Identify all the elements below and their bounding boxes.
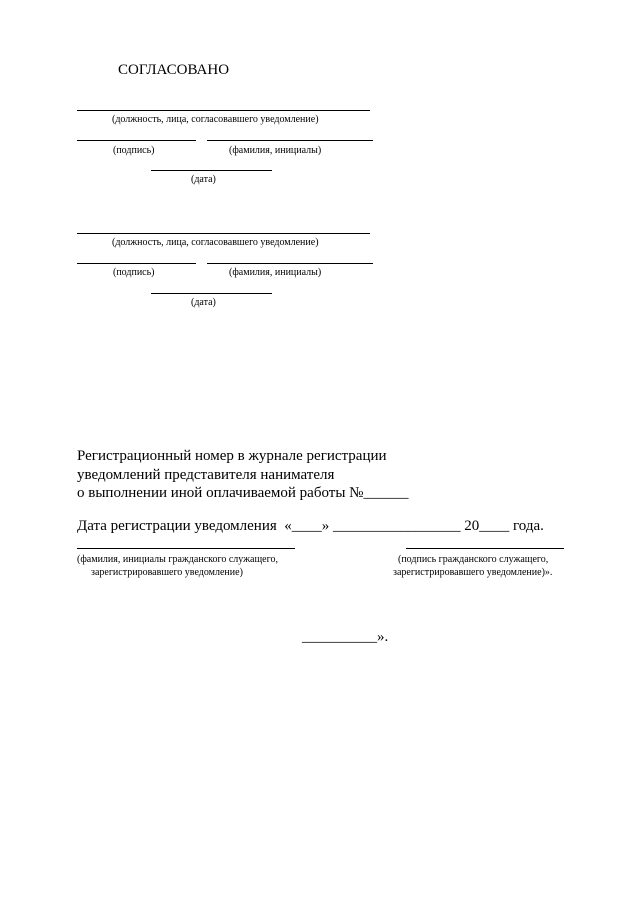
position-line [77,110,370,111]
registration-line-2: уведомлений представителя нанимателя [77,467,335,483]
position-line [77,233,370,234]
date-line [151,170,272,171]
name-caption: (фамилия, инициалы) [229,267,322,278]
signature-caption: (подпись) [113,145,155,156]
closing-mark: __________». [302,629,389,645]
official-name-line [77,548,295,549]
date-caption: (дата) [191,297,216,308]
date-line [151,293,272,294]
official-name-caption-1: (фамилия, инициалы гражданского служащего, [77,554,278,565]
name-line [207,140,373,141]
official-signature-line [406,548,564,549]
official-signature-caption-2: зарегистрировавшего уведомление)». [393,567,553,578]
name-line [207,263,373,264]
signature-caption: (подпись) [113,267,155,278]
name-caption: (фамилия, инициалы) [229,145,322,156]
official-name-caption-2: зарегистрировавшего уведомление) [91,567,243,578]
registration-line-3: о выполнении иной оплачиваемой работы №______ [77,485,409,501]
signature-line [77,140,196,141]
approved-heading: СОГЛАСОВАНО [118,62,230,78]
date-caption: (дата) [191,174,216,185]
official-signature-caption-1: (подпись гражданского служащего, [398,554,549,565]
registration-date-line: Дата регистрации уведомления «____» _________________ 20____ года. [77,518,544,534]
registration-line-1: Регистрационный номер в журнале регистрации [77,448,387,464]
position-caption: (должность, лица, согласовавшего уведомление) [112,237,319,248]
signature-line [77,263,196,264]
position-caption: (должность, лица, согласовавшего уведомление) [112,114,319,125]
